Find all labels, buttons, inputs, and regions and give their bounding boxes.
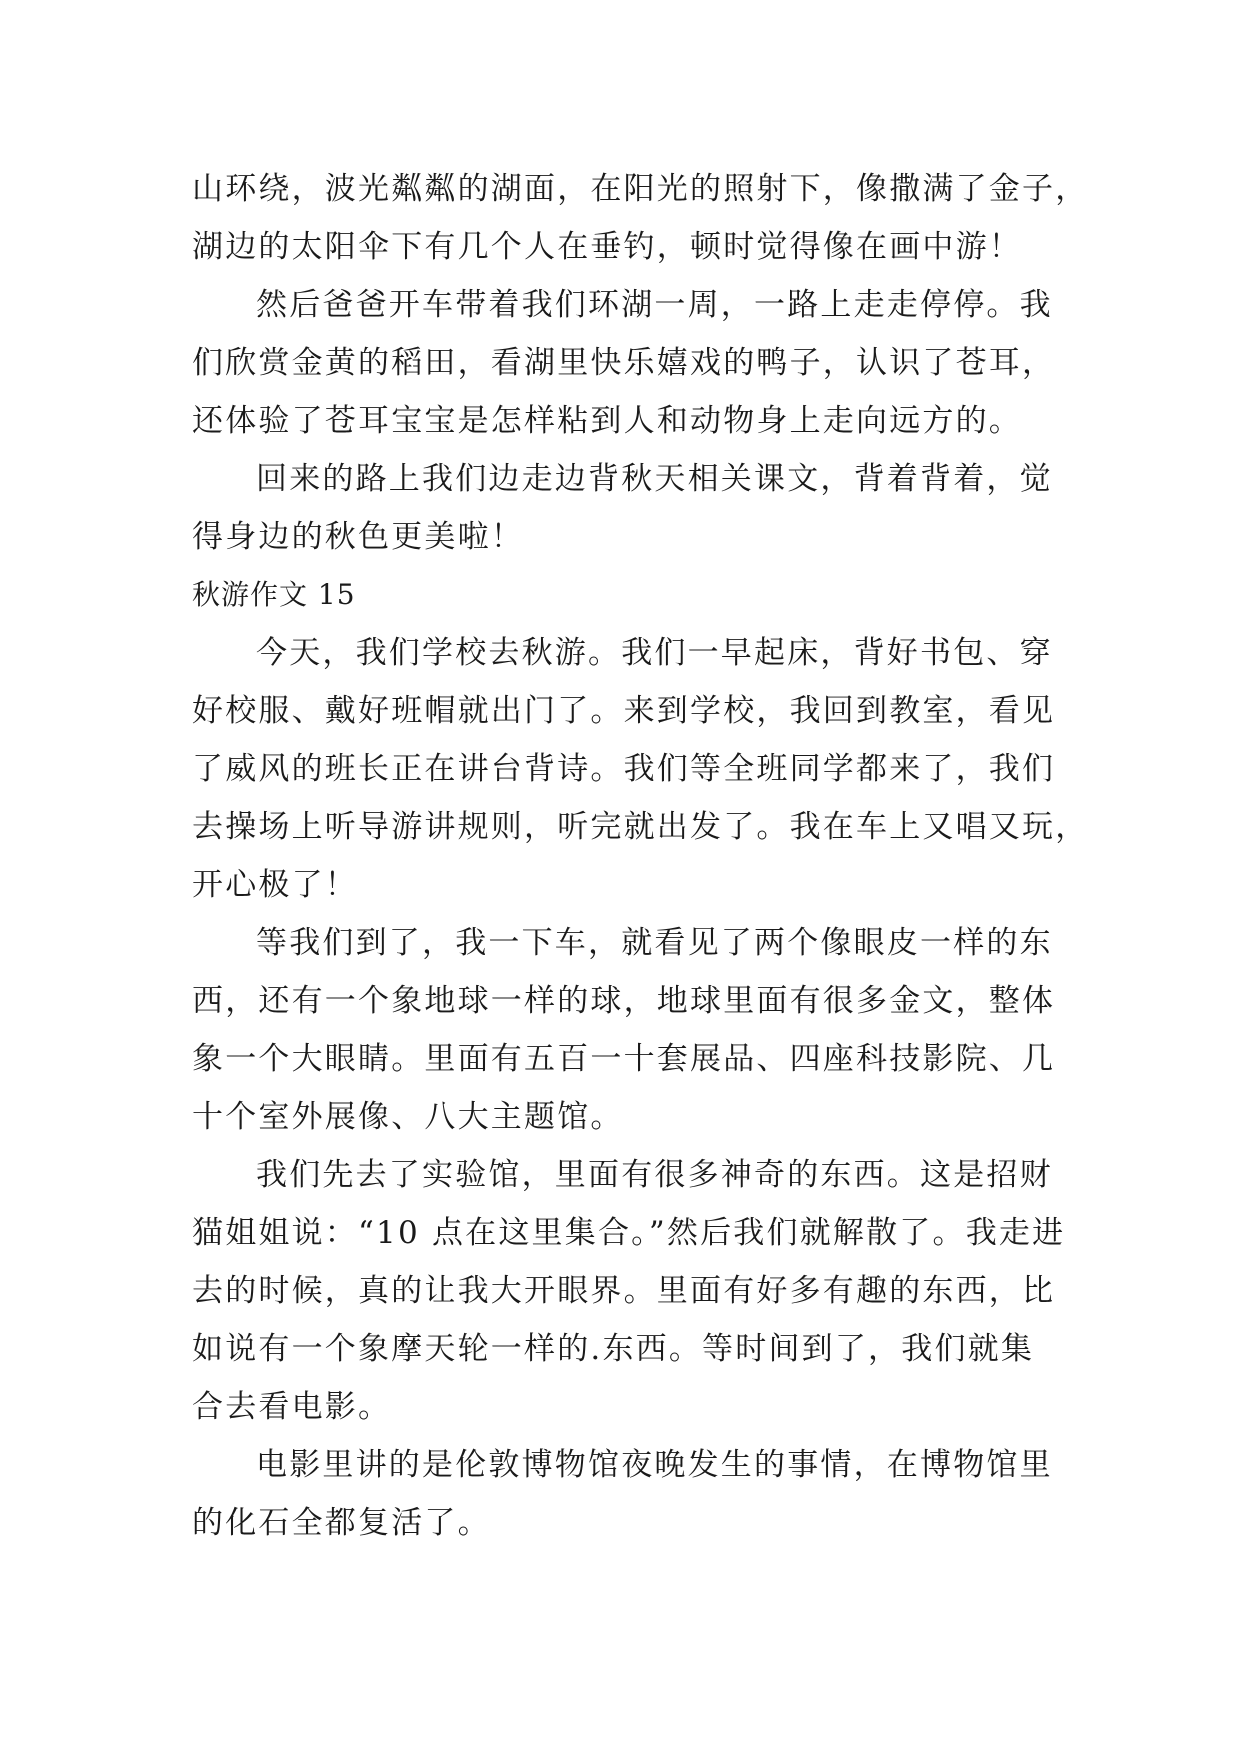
text-line: 们欣赏金黄的稻田，看湖里快乐嬉戏的鸭子，认识了苍耳， xyxy=(192,345,1056,381)
paragraph-start-line: 我们先去了实验馆，里面有很多神奇的东西。这是招财 xyxy=(256,1157,1053,1193)
paragraph-start-line: 回来的路上我们边走边背秋天相关课文，背着背着，觉 xyxy=(256,461,1053,497)
text-line: 去的时候，真的让我大开眼界。里面有好多有趣的东西，比 xyxy=(192,1273,1056,1309)
text-line: 象一个大眼睛。里面有五百一十套展品、四座科技影院、几 xyxy=(192,1041,1056,1077)
paragraph-start-line: 等我们到了，我一下车，就看见了两个像眼皮一样的东 xyxy=(256,925,1053,961)
text-line: 得身边的秋色更美啦！ xyxy=(192,519,524,555)
paragraph-start-line: 今天，我们学校去秋游。我们一早起床，背好书包、穿 xyxy=(256,635,1053,671)
text-line: 山环绕，波光粼粼的湖面，在阳光的照射下，像撒满了金子， xyxy=(192,171,1089,207)
text-line: 去操场上听导游讲规则，听完就出发了。我在车上又唱又玩， xyxy=(192,809,1089,845)
text-line: 西，还有一个象地球一样的球，地球里面有很多金文，整体 xyxy=(192,983,1056,1019)
paragraph-start-line: 然后爸爸开车带着我们环湖一周，一路上走走停停。我 xyxy=(256,287,1053,323)
text-line: 的化石全都复活了。 xyxy=(192,1505,491,1541)
text-line: 好校服、戴好班帽就出门了。来到学校，我回到教室，看见 xyxy=(192,693,1056,729)
paragraph-start-line: 电影里讲的是伦敦博物馆夜晚发生的事情，在博物馆里 xyxy=(256,1447,1053,1483)
text-line: 猫姐姐说：“10 点在这里集合。”然后我们就解散了。我走进 xyxy=(192,1215,1066,1251)
document-page xyxy=(192,160,1089,1552)
text-line: 如说有一个象摩天轮一样的.东西。等时间到了，我们就集 xyxy=(192,1331,1035,1367)
text-line: 了威风的班长正在讲台背诗。我们等全班同学都来了，我们 xyxy=(192,751,1056,787)
text-line: 还体验了苍耳宝宝是怎样粘到人和动物身上走向远方的。 xyxy=(192,403,1022,439)
section-heading: 秋游作文 15 xyxy=(192,578,356,611)
text-line: 开心极了！ xyxy=(192,867,358,903)
text-line: 十个室外展像、八大主题馆。 xyxy=(192,1099,624,1135)
text-line: 合去看电影。 xyxy=(192,1389,392,1425)
text-line: 湖边的太阳伞下有几个人在垂钓，顿时觉得像在画中游！ xyxy=(192,229,1022,265)
